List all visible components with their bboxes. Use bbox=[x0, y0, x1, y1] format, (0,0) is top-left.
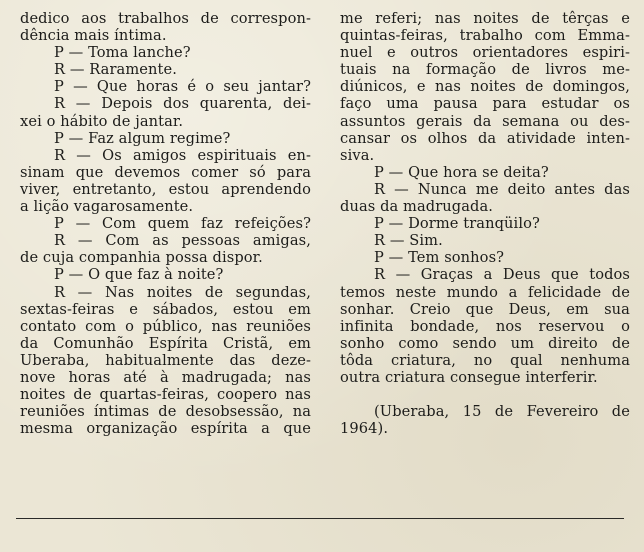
text-line: infinita bondade, nos reservou o bbox=[340, 317, 630, 335]
text-line: R — Raramente. bbox=[54, 61, 177, 79]
text-line: dedico aos trabalhos de correspon- bbox=[20, 10, 311, 27]
text-line: P — Toma lanche? bbox=[54, 44, 191, 62]
text-line: a lição vagarosamente. bbox=[20, 198, 194, 216]
text-line: reuniões íntimas de desobsessão, na bbox=[20, 403, 311, 421]
text-line: P — Que horas é o seu jantar? bbox=[54, 78, 311, 96]
text-line: faço uma pausa para estudar os bbox=[340, 95, 630, 113]
text-line: siva. bbox=[340, 146, 375, 164]
text-line: R — Nunca me deito antes das bbox=[374, 180, 630, 198]
text-line: P — Que hora se deita? bbox=[374, 163, 549, 181]
text-line: dência mais íntima. bbox=[20, 27, 167, 45]
text-line: viver, entretanto, estou aprendendo bbox=[20, 180, 311, 198]
text-line: de cuja companhia possa dispor. bbox=[20, 249, 263, 267]
text-line: outra criatura consegue interferir. bbox=[340, 368, 598, 386]
text-line: me referi; nas noites de têrças e bbox=[340, 10, 630, 27]
text-line: diúnicos, e nas noites de domingos, bbox=[340, 78, 630, 96]
text-line: mesma organização espírita a que bbox=[20, 420, 311, 438]
text-line: sonho como sendo um direito de bbox=[340, 334, 630, 352]
text-line: noites de quartas-feiras, coopero nas bbox=[20, 386, 311, 404]
text-line: P — Com quem faz refeições? bbox=[54, 215, 311, 233]
text-line: Uberaba, habitualmente das deze- bbox=[20, 351, 311, 369]
text-line: duas da madrugada. bbox=[340, 198, 494, 216]
text-line: P — O que faz à noite? bbox=[54, 266, 224, 284]
left-text-column bbox=[20, 10, 311, 437]
text-line: tuais na formação de livros me- bbox=[340, 61, 630, 79]
text-line: da Comunhão Espírita Cristã, em bbox=[20, 334, 311, 352]
right-text-column bbox=[340, 10, 630, 437]
text-line: R — Nas noites de segundas, bbox=[54, 283, 311, 301]
text-line: xei o hábito de jantar. bbox=[20, 112, 184, 130]
text-line: P — Faz algum regime? bbox=[54, 129, 231, 147]
text-line: quintas-feiras, trabalho com Emma- bbox=[340, 27, 630, 45]
text-line: contato com o público, nas reuniões bbox=[20, 317, 311, 335]
text-line: 1964). bbox=[340, 420, 389, 438]
text-line: assuntos gerais da semana ou des- bbox=[340, 112, 630, 130]
horizontal-rule bbox=[16, 518, 624, 519]
text-line: cansar os olhos da atividade inten- bbox=[340, 129, 630, 147]
text-line: sonhar. Creio que Deus, em sua bbox=[340, 300, 630, 318]
text-line: (Uberaba, 15 de Fevereiro de bbox=[374, 403, 630, 421]
text-line: R — Os amigos espirituais en- bbox=[54, 146, 311, 164]
text-line: nove horas até à madrugada; nas bbox=[20, 368, 311, 386]
text-line: temos neste mundo a felicidade de bbox=[340, 283, 630, 301]
text-line: P — Dorme tranqüilo? bbox=[374, 215, 540, 233]
text-line: R — Sim. bbox=[374, 232, 443, 250]
text-line: R — Graças a Deus que todos bbox=[374, 266, 630, 284]
text-line: sextas-feiras e sábados, estou em bbox=[20, 300, 311, 318]
text-line: R — Depois dos quarenta, dei- bbox=[54, 95, 311, 113]
paragraph-gap bbox=[340, 386, 630, 403]
text-line: nuel e outros orientadores espiri- bbox=[340, 44, 630, 62]
text-line: P — Tem sonhos? bbox=[374, 249, 505, 267]
text-line: tôda criatura, no qual nenhuma bbox=[340, 351, 630, 369]
text-line: R — Com as pessoas amigas, bbox=[54, 232, 311, 250]
text-line: sinam que devemos comer só para bbox=[20, 163, 311, 181]
